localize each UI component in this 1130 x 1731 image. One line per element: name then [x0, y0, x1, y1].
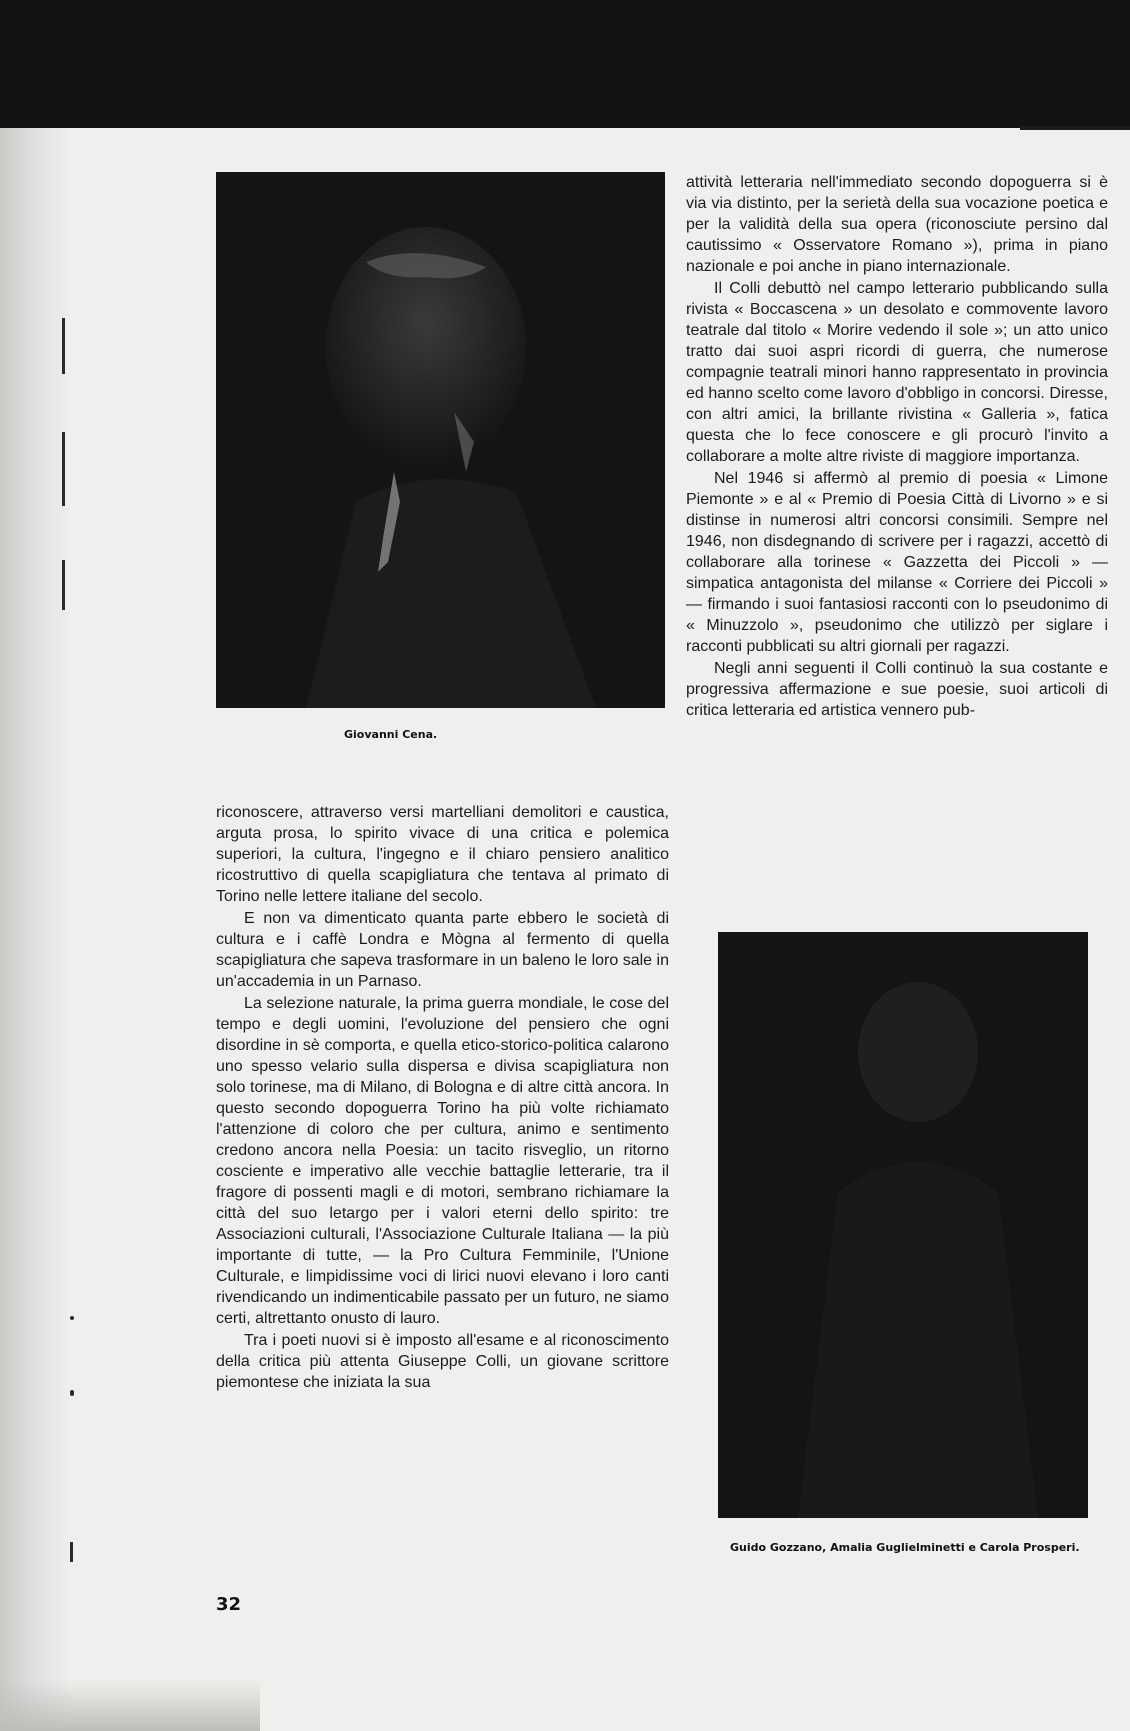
binding-dot	[70, 1390, 74, 1396]
paragraph: Il Colli debuttò nel campo letterario pubblicando sulla rivista « Boccascena » un desolato e commovente lavoro teatrale dal titolo « Morire vedendo il sole »; un atto unico tratto dai suoi aspri ricordi di guerra, che numerose compagnie teatrali minori hanno rappresentato in provincia ed hanno scelto come lavoro d'obbligo in concorsi. Diresse, con altri amici, la brillante rivistina « Galleria », fatica questa che lo fece conoscere e gli procurò l'invito a collaborare a molte altre riviste di maggiore importanza.	[686, 280, 1108, 465]
group-caption: Guido Gozzano, Amalia Guglielminetti e Carola Prosperi.	[730, 1541, 1080, 1554]
group-photo	[718, 932, 1088, 1518]
paragraph: riconoscere, attraverso versi martelliani demolitori e caustica, arguta prosa, lo spirito vivace di una critica e polemica superiori, la cultura, l'ingegno e il chiaro pensiero analitico ricostruttivo di quella scapigliatura che tentava al primato di Torino nelle lettere italiane del secolo.	[216, 804, 669, 905]
paragraph: Negli anni seguenti il Colli continuò la sua costante e progressiva affermazione e sue poesie, suoi articoli di critica letteraria ed artistica vennero pub-	[686, 660, 1108, 719]
scan-bottom-edge	[0, 1680, 260, 1731]
portrait-caption: Giovanni Cena.	[344, 728, 438, 741]
right-text-column	[686, 172, 1108, 722]
binding-mark	[62, 318, 65, 374]
paragraph: attività letteraria nell'immediato secondo dopoguerra si è via via distinto, per la serietà della sua vocazione poetica e per la validità della sua opera (riconosciute persino dal cautissimo « Osservatore Romano »), prima in piano nazionale e poi anche in piano internazionale.	[686, 174, 1108, 275]
portrait-photo	[216, 172, 665, 708]
paragraph: Nel 1946 si affermò al premio di poesia « Limone Piemonte » e al « Premio di Poesia Città di Livorno » e si distinse in numerosi altri concorsi consimili. Sempre nel 1946, non disdegnando di scrivere per i ragazzi, accettò di collaborare alla torinese « Gazzetta dei Piccoli » — simpatica antagonista del milanse « Corriere dei Piccoli » — firmando i suoi fantasiosi racconti con lo pseudonimo di « Minuzzolo », pseudonimo che utilizzò per siglare i racconti pubblicati su altri giornali per ragazzi.	[686, 470, 1108, 655]
paragraph: Tra i poeti nuovi si è imposto all'esame e al riconoscimento della critica più attenta Giuseppe Colli, un giovane scrittore piemontese che iniziata la sua	[216, 1332, 669, 1391]
portrait-figure	[216, 172, 665, 708]
binding-dot	[70, 1316, 74, 1320]
binding-dot	[70, 1542, 73, 1562]
left-text-column	[216, 802, 669, 1394]
scan-left-edge	[0, 128, 70, 1731]
page-number: 32	[216, 1594, 242, 1615]
binding-mark	[62, 560, 65, 610]
scan-top-rule	[1020, 126, 1130, 130]
binding-mark	[62, 432, 65, 506]
group-figure	[718, 932, 1088, 1518]
paragraph: La selezione naturale, la prima guerra mondiale, le cose del tempo e degli uomini, l'evoluzione del pensiero che ogni disordine in sè comporta, e quella etico-storico-politica calarono uno spesso velario sulla dispersa e divisa scapigliatura non solo torinese, ma di Milano, di Bologna e di altre città ancora. In questo secondo dopoguerra Torino ha più volte richiamato l'attenzione di coloro che per cultura, animo e sentimento credono ancora nella Poesia: un tacito risveglio, un ritorno cosciente e imperativo alle vecchie battaglie letterarie, tra il fragore di possenti magli e di motori, sembrano richiamare la città del suo letargo per i valori eterni dello spirito: tre Associazioni culturali, l'Associazione Culturale Italiana — la più importante di tutte, — la Pro Cultura Femminile, l'Unione Culturale, e limpidissime voci di lirici nuovi elevano i loro canti rivendicando un indimenticabile passato per un futuro, ne siamo certi, altrettanto onusto di lauro.	[216, 995, 669, 1327]
figure-silhouette	[858, 982, 978, 1122]
paragraph: E non va dimenticato quanta parte ebbero le società di cultura e i caffè Londra e Mògna al fermento di quella scapigliatura che sapeva trasformare in un baleno le loro sale in un'accademia in un Parnaso.	[216, 910, 669, 990]
scan-top-border	[0, 0, 1130, 128]
